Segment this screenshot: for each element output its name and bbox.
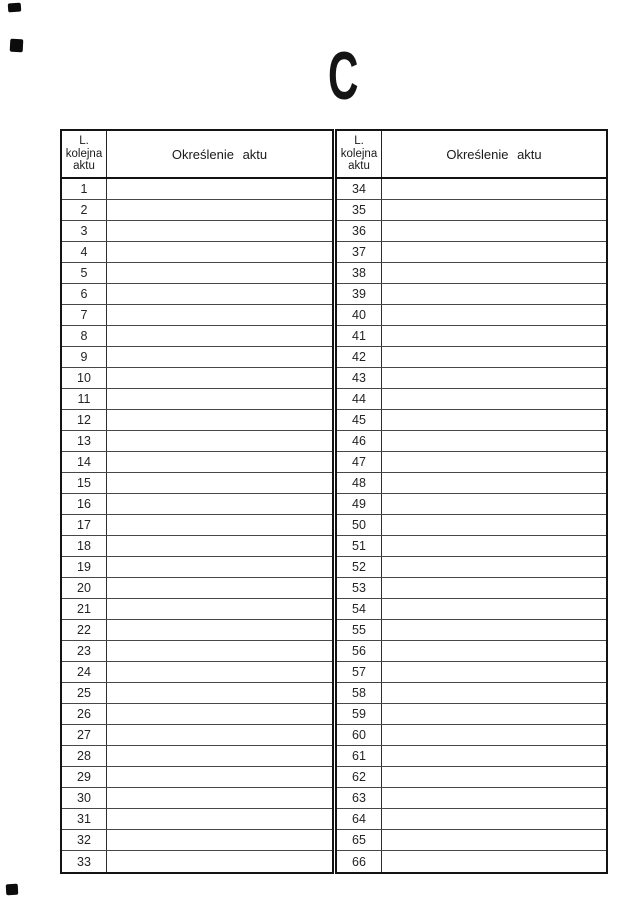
scan-mark-top-1 (8, 3, 22, 13)
table-row (337, 620, 606, 641)
header-cell-description: Określenie aktu (446, 146, 542, 162)
table-row (62, 389, 332, 410)
table-header-row (62, 131, 332, 179)
row-number-cell: 45 (337, 410, 382, 430)
registry-table-left (60, 129, 334, 874)
table-row (62, 851, 332, 872)
header-number-line1: L. (79, 135, 89, 148)
table-row (62, 641, 332, 662)
row-description-cell (107, 452, 332, 472)
row-description-cell (107, 767, 332, 787)
table-row (62, 536, 332, 557)
table-row (337, 242, 606, 263)
row-description-cell (382, 767, 606, 787)
row-description-cell (382, 515, 606, 535)
row-description-cell (107, 683, 332, 703)
row-description-cell (107, 746, 332, 766)
table-row (62, 242, 332, 263)
row-description-cell (382, 473, 606, 493)
row-number-cell: 14 (62, 452, 107, 472)
table-row (62, 620, 332, 641)
row-number-cell: 36 (337, 221, 382, 241)
table-row (337, 851, 606, 872)
table-header-row (337, 131, 606, 179)
header-cell-number (337, 131, 382, 177)
row-description-cell (107, 788, 332, 808)
row-description-cell (382, 599, 606, 619)
row-description-cell (382, 200, 606, 220)
row-number-cell: 55 (337, 620, 382, 640)
table-row (62, 473, 332, 494)
row-description-cell (382, 557, 606, 577)
row-description-cell (382, 410, 606, 430)
table-row (62, 578, 332, 599)
table-row (337, 473, 606, 494)
row-number-cell: 29 (62, 767, 107, 787)
row-description-cell (107, 242, 332, 262)
table-row (337, 200, 606, 221)
row-number-cell: 27 (62, 725, 107, 745)
table-row (62, 305, 332, 326)
row-number-cell: 15 (62, 473, 107, 493)
table-row (337, 263, 606, 284)
row-description-cell (107, 494, 332, 514)
row-description-cell (107, 536, 332, 556)
table-row (337, 746, 606, 767)
row-description-cell (107, 263, 332, 283)
row-number-cell: 8 (62, 326, 107, 346)
row-description-cell (107, 725, 332, 745)
row-number-cell: 50 (337, 515, 382, 535)
row-number-cell: 52 (337, 557, 382, 577)
row-number-cell: 31 (62, 809, 107, 829)
table-row (337, 410, 606, 431)
row-description-cell (107, 284, 332, 304)
table-row (337, 641, 606, 662)
row-description-cell (382, 809, 606, 829)
table-row (337, 599, 606, 620)
row-description-cell (107, 704, 332, 724)
header-cell-number (62, 131, 107, 177)
table-body (337, 179, 606, 872)
row-number-cell: 25 (62, 683, 107, 703)
row-number-cell: 32 (62, 830, 107, 850)
row-number-cell: 26 (62, 704, 107, 724)
table-row (62, 788, 332, 809)
row-number-cell: 30 (62, 788, 107, 808)
table-row (337, 284, 606, 305)
row-number-cell: 61 (337, 746, 382, 766)
row-number-cell: 6 (62, 284, 107, 304)
table-row (337, 704, 606, 725)
table-row (62, 263, 332, 284)
table-row (337, 389, 606, 410)
row-description-cell (107, 305, 332, 325)
row-number-cell: 54 (337, 599, 382, 619)
row-number-cell: 53 (337, 578, 382, 598)
header-number-line2: kolejna (340, 147, 378, 160)
row-description-cell (382, 347, 606, 367)
scan-mark-top-2 (10, 39, 24, 53)
row-description-cell (107, 368, 332, 388)
row-description-cell (382, 830, 606, 850)
row-number-cell: 41 (337, 326, 382, 346)
table-row (62, 347, 332, 368)
row-description-cell (382, 263, 606, 283)
table-row (337, 557, 606, 578)
row-description-cell (107, 830, 332, 850)
row-number-cell: 51 (337, 536, 382, 556)
row-number-cell: 56 (337, 641, 382, 661)
row-number-cell: 17 (62, 515, 107, 535)
row-number-cell: 40 (337, 305, 382, 325)
row-number-cell: 1 (62, 179, 107, 199)
table-row (337, 725, 606, 746)
row-number-cell: 21 (62, 599, 107, 619)
row-number-cell: 59 (337, 704, 382, 724)
table-row (337, 830, 606, 851)
row-description-cell (382, 368, 606, 388)
table-row (337, 788, 606, 809)
table-row (337, 809, 606, 830)
table-row (62, 431, 332, 452)
row-description-cell (107, 578, 332, 598)
row-number-cell: 12 (62, 410, 107, 430)
row-number-cell: 60 (337, 725, 382, 745)
header-number-line3: aktu (348, 160, 370, 173)
row-description-cell (382, 536, 606, 556)
table-row (337, 578, 606, 599)
table-row (337, 431, 606, 452)
row-description-cell (107, 515, 332, 535)
row-description-cell (382, 389, 606, 409)
row-description-cell (107, 410, 332, 430)
row-number-cell: 24 (62, 662, 107, 682)
row-description-cell (107, 620, 332, 640)
row-description-cell (382, 494, 606, 514)
table-row (62, 830, 332, 851)
row-number-cell: 9 (62, 347, 107, 367)
row-description-cell (382, 284, 606, 304)
table-row (62, 809, 332, 830)
table-row (62, 179, 332, 200)
row-number-cell: 35 (337, 200, 382, 220)
table-row (337, 305, 606, 326)
table-row (337, 536, 606, 557)
table-row (62, 284, 332, 305)
table-row (62, 200, 332, 221)
page-section-letter: C (328, 38, 359, 114)
table-row (62, 767, 332, 788)
row-number-cell: 11 (62, 389, 107, 409)
table-row (337, 683, 606, 704)
row-number-cell: 58 (337, 683, 382, 703)
row-description-cell (382, 326, 606, 346)
row-description-cell (107, 431, 332, 451)
table-row (62, 368, 332, 389)
row-description-cell (382, 221, 606, 241)
row-description-cell (107, 851, 332, 872)
scan-mark-bottom (6, 884, 19, 896)
row-description-cell (107, 662, 332, 682)
row-number-cell: 19 (62, 557, 107, 577)
row-description-cell (382, 746, 606, 766)
row-number-cell: 48 (337, 473, 382, 493)
row-description-cell (107, 179, 332, 199)
row-number-cell: 4 (62, 242, 107, 262)
row-number-cell: 34 (337, 179, 382, 199)
row-number-cell: 44 (337, 389, 382, 409)
row-description-cell (107, 641, 332, 661)
registry-table-right (335, 129, 608, 874)
row-description-cell (382, 431, 606, 451)
row-number-cell: 57 (337, 662, 382, 682)
row-number-cell: 63 (337, 788, 382, 808)
table-row (337, 662, 606, 683)
registry-tables (60, 129, 608, 874)
row-description-cell (382, 851, 606, 872)
table-row (337, 452, 606, 473)
table-row (62, 746, 332, 767)
row-number-cell: 49 (337, 494, 382, 514)
row-number-cell: 62 (337, 767, 382, 787)
row-number-cell: 42 (337, 347, 382, 367)
row-description-cell (107, 473, 332, 493)
row-description-cell (382, 641, 606, 661)
row-number-cell: 66 (337, 851, 382, 872)
row-number-cell: 39 (337, 284, 382, 304)
row-description-cell (107, 599, 332, 619)
table-row (62, 683, 332, 704)
row-number-cell: 3 (62, 221, 107, 241)
table-row (62, 704, 332, 725)
row-number-cell: 46 (337, 431, 382, 451)
row-description-cell (382, 620, 606, 640)
row-number-cell: 5 (62, 263, 107, 283)
row-number-cell: 7 (62, 305, 107, 325)
table-row (62, 599, 332, 620)
row-description-cell (382, 242, 606, 262)
table-row (62, 326, 332, 347)
row-description-cell (107, 200, 332, 220)
header-number-line1: L. (354, 135, 364, 148)
table-row (62, 662, 332, 683)
row-number-cell: 10 (62, 368, 107, 388)
row-description-cell (382, 578, 606, 598)
row-description-cell (382, 704, 606, 724)
row-number-cell: 22 (62, 620, 107, 640)
table-row (62, 515, 332, 536)
row-description-cell (382, 179, 606, 199)
row-description-cell (382, 452, 606, 472)
table-row (337, 326, 606, 347)
table-row (337, 179, 606, 200)
row-number-cell: 13 (62, 431, 107, 451)
header-number-line3: aktu (73, 160, 95, 173)
row-number-cell: 18 (62, 536, 107, 556)
header-cell-description: Określenie aktu (171, 146, 268, 162)
table-row (337, 347, 606, 368)
table-row (337, 767, 606, 788)
row-description-cell (107, 347, 332, 367)
row-description-cell (382, 725, 606, 745)
table-row (337, 368, 606, 389)
header-number-line2: kolejna (65, 147, 103, 160)
row-number-cell: 37 (337, 242, 382, 262)
table-row (337, 221, 606, 242)
table-row (62, 494, 332, 515)
row-number-cell: 23 (62, 641, 107, 661)
row-number-cell: 43 (337, 368, 382, 388)
table-row (62, 410, 332, 431)
table-row (62, 725, 332, 746)
table-body (62, 179, 332, 872)
row-description-cell (382, 662, 606, 682)
row-description-cell (382, 305, 606, 325)
table-row (62, 557, 332, 578)
row-number-cell: 16 (62, 494, 107, 514)
row-number-cell: 2 (62, 200, 107, 220)
row-description-cell (382, 683, 606, 703)
row-description-cell (107, 557, 332, 577)
table-row (337, 494, 606, 515)
row-description-cell (107, 389, 332, 409)
row-number-cell: 65 (337, 830, 382, 850)
row-number-cell: 28 (62, 746, 107, 766)
row-number-cell: 20 (62, 578, 107, 598)
row-description-cell (107, 221, 332, 241)
row-number-cell: 33 (62, 851, 107, 872)
row-number-cell: 38 (337, 263, 382, 283)
table-row (62, 452, 332, 473)
row-description-cell (107, 809, 332, 829)
row-number-cell: 64 (337, 809, 382, 829)
table-row (337, 515, 606, 536)
row-description-cell (107, 326, 332, 346)
row-description-cell (382, 788, 606, 808)
row-number-cell: 47 (337, 452, 382, 472)
table-row (62, 221, 332, 242)
